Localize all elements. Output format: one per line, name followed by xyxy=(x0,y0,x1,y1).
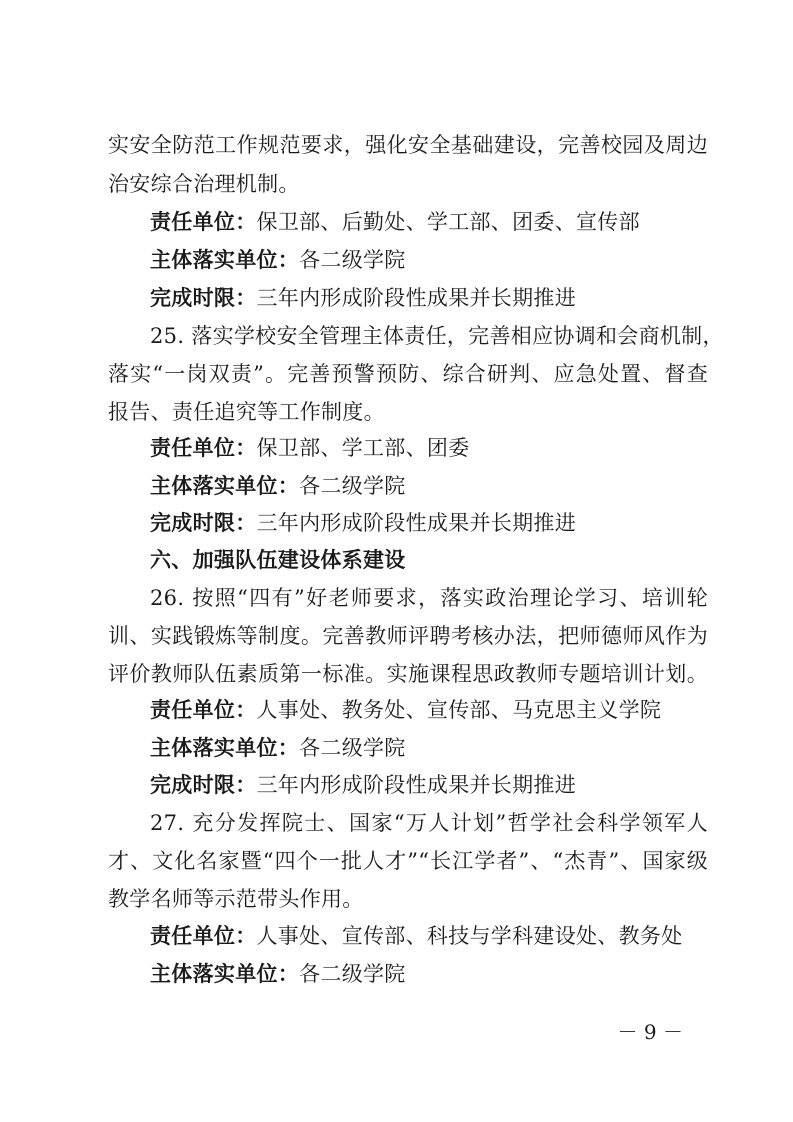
deadline-row xyxy=(150,283,750,313)
implementing-unit-label: 主体落实单位： xyxy=(150,962,300,986)
body-text-line: 教学名师等示范带头作用。 xyxy=(108,887,364,911)
responsible-unit-row xyxy=(150,695,750,725)
implementing-unit-label: 主体落实单位： xyxy=(150,736,300,760)
implementing-unit-value: 各二级学院 xyxy=(299,474,406,498)
responsible-unit-label: 责任单位： xyxy=(150,924,257,948)
responsible-unit-row xyxy=(150,433,750,463)
item-27-first-line: 27. 充分发挥院士、国家“万人计划”哲学社会科学领军人 xyxy=(150,811,708,835)
responsible-unit-value: 保卫部、学工部、团委 xyxy=(256,436,470,460)
implementing-unit-row xyxy=(150,245,750,275)
responsible-unit-row xyxy=(150,207,750,237)
item-26-first-line: 26. 按照“四有”好老师要求，落实政治理论学习、培训轮 xyxy=(150,586,708,610)
deadline-label: 完成时限： xyxy=(150,511,257,535)
implementing-unit-row xyxy=(150,733,750,763)
item-25-first-line: 25. 落实学校安全管理主体责任，完善相应协调和会商机制， xyxy=(150,324,724,348)
implementing-unit-value: 各二级学院 xyxy=(299,962,406,986)
implementing-unit-value: 各二级学院 xyxy=(299,248,406,272)
body-text-line: 报告、责任追究等工作制度。 xyxy=(108,400,385,424)
implementing-unit-row xyxy=(150,471,750,501)
implementing-unit-label: 主体落实单位： xyxy=(150,474,300,498)
implementing-unit-row xyxy=(150,959,750,989)
body-text-line: 才、文化名家暨“四个一批人才”“长江学者”、“杰青”、国家级 xyxy=(108,849,708,873)
deadline-value: 三年内形成阶段性成果并长期推进 xyxy=(256,286,576,310)
deadline-label: 完成时限： xyxy=(150,286,257,310)
deadline-value: 三年内形成阶段性成果并长期推进 xyxy=(256,511,576,535)
section-heading: 六、加强队伍建设体系建设 xyxy=(150,548,406,572)
deadline-row xyxy=(150,770,750,800)
body-text-line: 落实“一岗双责”。完善预警预防、综合研判、应急处置、督查 xyxy=(108,362,708,386)
responsible-unit-value: 人事处、宣传部、科技与学科建设处、教务处 xyxy=(256,924,683,948)
responsible-unit-value: 人事处、教务处、宣传部、马克思主义学院 xyxy=(256,698,662,722)
deadline-value: 三年内形成阶段性成果并长期推进 xyxy=(256,773,576,797)
responsible-unit-label: 责任单位： xyxy=(150,436,257,460)
body-text-line: 治安综合治理机制。 xyxy=(108,172,300,196)
responsible-unit-value: 保卫部、后勤处、学工部、团委、宣传部 xyxy=(256,210,640,234)
responsible-unit-row xyxy=(150,921,750,951)
body-text-line: 训、实践锻炼等制度。完善教师评聘考核办法，把师德师风作为 xyxy=(108,624,708,648)
implementing-unit-value: 各二级学院 xyxy=(299,736,406,760)
page-number: － 9 － xyxy=(617,1020,683,1044)
responsible-unit-label: 责任单位： xyxy=(150,210,257,234)
deadline-row xyxy=(150,508,750,538)
deadline-label: 完成时限： xyxy=(150,773,257,797)
responsible-unit-label: 责任单位： xyxy=(150,698,257,722)
body-text-line: 评价教师队伍素质第一标准。实施课程思政教师专题培训计划。 xyxy=(108,662,708,686)
implementing-unit-label: 主体落实单位： xyxy=(150,248,300,272)
body-text-line: 实安全防范工作规范要求，强化安全基础建设，完善校园及周边 xyxy=(108,133,708,157)
